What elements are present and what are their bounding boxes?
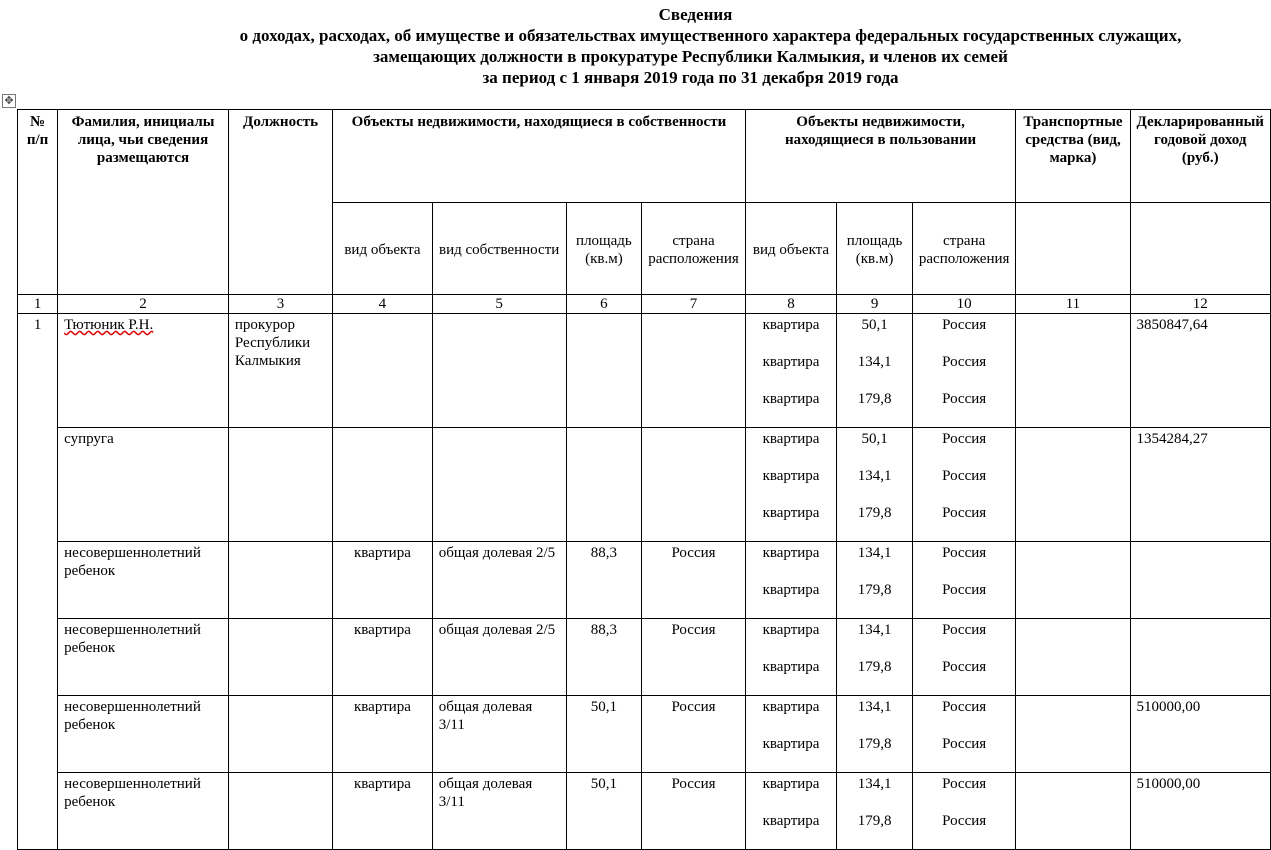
table-row [18,696,1271,773]
table-body [18,314,1271,850]
person-name-cell [58,314,229,428]
table-row [18,428,1271,542]
used-area: 179,8 [857,736,892,752]
income-cell: 1354284,27 [1130,428,1271,542]
used-type: квартира [762,582,820,598]
person-name: несовершеннолетний ребенок [64,545,201,579]
position-cell: прокурор Республики Калмыкия [228,314,332,428]
person-name-cell [58,619,229,696]
table-row [18,773,1271,850]
transport-cell [1016,542,1130,619]
table-row [18,619,1271,696]
used-type: квартира [762,813,820,829]
used-country: Россия [942,545,987,561]
transport-cell [1016,428,1130,542]
column-number: 5 [432,295,566,314]
position-cell [228,428,332,542]
used-area: 179,8 [857,659,892,675]
column-number: 3 [228,295,332,314]
header-income: Декларированный годовой доход (руб.) [1130,110,1271,203]
position-cell [228,619,332,696]
used-country: Россия [942,659,987,675]
used-area: 134,1 [857,622,892,638]
used-country-cell [912,619,1016,696]
header-used: Объекты недвижимости, находящиеся в пользовании [745,110,1016,203]
used-type: квартира [762,545,820,561]
title-line-2: о доходах, расходах, об имуществе и обязательствах имущественного характера федеральных государственных служащих, [239,26,1182,45]
used-area-cell [837,773,913,850]
header-owned-country: страна расположения [642,203,746,295]
used-country: Россия [942,468,987,484]
income-cell: 3850847,64 [1130,314,1271,428]
table-row [18,314,1271,428]
used-type: квартира [762,317,820,333]
owned-ownership-cell: общая долевая 2/5 [432,542,566,619]
used-area: 179,8 [857,505,892,521]
title-line-3: замещающих должности в прокуратуре Республики Калмыкия, и членов их семей [373,47,1008,66]
income-cell [1130,542,1271,619]
transport-cell [1016,696,1130,773]
used-country: Россия [942,391,987,407]
used-type: квартира [762,431,820,447]
owned-ownership-cell [432,428,566,542]
owned-country-cell: Россия [642,773,746,850]
used-area-cell [837,696,913,773]
used-area: 50,1 [861,317,888,333]
declarations-table [17,109,1271,850]
owned-area-cell: 88,3 [566,619,642,696]
column-number: 10 [912,295,1016,314]
column-number: 7 [642,295,746,314]
column-number: 6 [566,295,642,314]
header-name: Фамилия, инициалы лица, чьи сведения размещаются [58,110,229,295]
header-used-type: вид объекта [745,203,837,295]
used-country: Россия [942,582,987,598]
header-income-sub [1130,203,1271,295]
person-name-cell [58,542,229,619]
person-name: несовершеннолетний ребенок [64,622,201,656]
used-type-cell [745,696,837,773]
owned-ownership-cell: общая долевая 2/5 [432,619,566,696]
income-cell: 510000,00 [1130,773,1271,850]
used-type-cell [745,619,837,696]
column-number: 11 [1016,295,1130,314]
owned-type-cell: квартира [333,619,433,696]
person-name: несовершеннолетний ребенок [64,699,201,733]
table-move-handle-icon[interactable]: ✥ [2,94,16,108]
header-owned: Объекты недвижимости, находящиеся в собственности [333,110,746,203]
owned-country-cell: Россия [642,619,746,696]
person-name-cell [58,428,229,542]
owned-area-cell [566,314,642,428]
used-type: квартира [762,776,820,792]
used-area-cell [837,314,913,428]
title-line-1: Сведения [658,5,733,24]
used-area: 179,8 [857,582,892,598]
position-cell [228,542,332,619]
person-name-cell [58,773,229,850]
used-type: квартира [762,354,820,370]
used-country-cell [912,696,1016,773]
used-country: Россия [942,699,987,715]
used-country: Россия [942,354,987,370]
used-country: Россия [942,622,987,638]
person-name-cell [58,696,229,773]
header-transport-sub [1016,203,1130,295]
used-country: Россия [942,505,987,521]
header-owned-type: вид объекта [333,203,433,295]
used-country: Россия [942,813,987,829]
used-area: 134,1 [857,354,892,370]
owned-ownership-cell [432,314,566,428]
person-name: несовершеннолетний ребенок [64,776,201,810]
owned-type-cell [333,314,433,428]
used-type: квартира [762,468,820,484]
row-number-cell: 1 [18,314,58,850]
owned-area-cell: 88,3 [566,542,642,619]
used-type: квартира [762,736,820,752]
owned-country-cell: Россия [642,542,746,619]
used-type-cell [745,428,837,542]
column-number: 8 [745,295,837,314]
owned-type-cell: квартира [333,542,433,619]
header-owned-ownership: вид собственности [432,203,566,295]
owned-country-cell [642,428,746,542]
owned-type-cell [333,428,433,542]
used-country-cell [912,314,1016,428]
header-transport: Транспортные средства (вид, марка) [1016,110,1130,203]
used-area-cell [837,619,913,696]
header-owned-area [566,203,642,295]
used-type-cell [745,542,837,619]
used-area-cell [837,428,913,542]
used-area: 134,1 [857,776,892,792]
used-country-cell [912,773,1016,850]
used-country: Россия [942,776,987,792]
person-name: Тютюник Р.Н. [64,317,154,333]
header-used-country: страна расположения [912,203,1016,295]
title-line-4: за период с 1 января 2019 года по 31 декабря 2019 года [482,68,899,87]
header-position: Должность [228,110,332,295]
header-owned-area-text: площадь (кв.м) [576,233,632,267]
column-number-row [18,295,1271,314]
owned-ownership-cell: общая долевая 3/11 [432,773,566,850]
used-type: квартира [762,622,820,638]
used-type-cell [745,773,837,850]
owned-country-cell: Россия [642,696,746,773]
used-type: квартира [762,505,820,521]
owned-area-cell: 50,1 [566,773,642,850]
transport-cell [1016,773,1130,850]
used-type: квартира [762,699,820,715]
column-number: 9 [837,295,913,314]
document-title [0,4,1271,88]
used-area: 134,1 [857,545,892,561]
person-name: супруга [64,431,114,447]
used-country: Россия [942,431,987,447]
used-area: 179,8 [857,813,892,829]
used-area: 50,1 [861,431,888,447]
position-cell [228,773,332,850]
used-area: 134,1 [857,699,892,715]
owned-type-cell: квартира [333,696,433,773]
used-type: квартира [762,659,820,675]
used-area-cell [837,542,913,619]
used-area: 134,1 [857,468,892,484]
used-type: квартира [762,391,820,407]
column-number: 2 [58,295,229,314]
transport-cell [1016,619,1130,696]
used-type-cell [745,314,837,428]
income-cell: 510000,00 [1130,696,1271,773]
transport-cell [1016,314,1130,428]
used-country: Россия [942,736,987,752]
used-area: 179,8 [857,391,892,407]
owned-area-cell [566,428,642,542]
owned-type-cell: квартира [333,773,433,850]
owned-area-cell: 50,1 [566,696,642,773]
owned-ownership-cell: общая долевая 3/11 [432,696,566,773]
table-row [18,542,1271,619]
column-number: 1 [18,295,58,314]
owned-country-cell [642,314,746,428]
header-num: № п/п [18,110,58,295]
income-cell [1130,619,1271,696]
used-country: Россия [942,317,987,333]
used-country-cell [912,542,1016,619]
column-number: 4 [333,295,433,314]
header-used-area: площадь (кв.м) [837,203,913,295]
used-country-cell [912,428,1016,542]
column-number: 12 [1130,295,1271,314]
position-cell [228,696,332,773]
